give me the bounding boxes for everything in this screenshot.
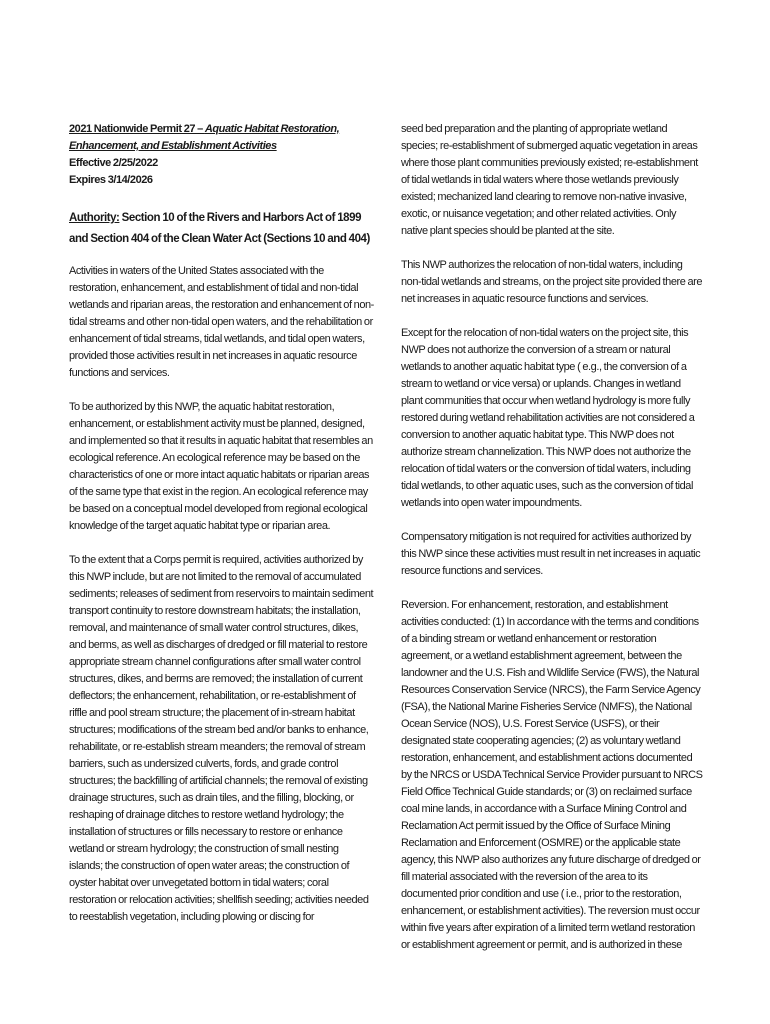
effective-date: Effective 2/25/2022 <box>69 157 158 169</box>
left-column <box>69 121 374 943</box>
right-paragraph: Compensatory mitigation is not required for activities authorized by this NWP since these activities must result in net increases in aquatic resource functions and services. <box>401 531 701 577</box>
right-paragraph: seed bed preparation and the planting of appropriate wetland species; re-establishment of submerged aquatic vegetation in areas where those plant communities previously existed; re-establishment of tidal wetlands in tidal waters where those wetlands previously existed; mechanized land clearing to remove non-native invasive, exotic, or nuisance vegetation; and other related activities. Only native plant species should be planted at the site. <box>401 123 698 237</box>
left-paragraph: To be authorized by this NWP, the aquatic habitat restoration, enhancement, or establishment activity must be planned, designed, and implemented so that it results in aquatic habitat that resembles an ecological reference. An ecological reference may be based on the characteristics of one or more intact aquatic habitats or riparian areas of the same type that exist in the region. An ecological reference may be based on a conceptual model developed from regional ecological knowledge of the target aquatic habitat type or riparian area. <box>69 401 373 532</box>
expiration-date: Expires 3/14/2026 <box>69 174 153 186</box>
permit-title <box>69 121 374 155</box>
authority-label: Authority: <box>69 212 120 224</box>
right-column <box>401 121 703 971</box>
left-paragraph: Activities in waters of the United States associated with the restoration, enhancement, and establishment of tidal and non-tidal wetlands and riparian areas, the restoration and enhancement of non-tidal streams and other non-tidal open waters, and the rehabilitation or enhancement of tidal streams, tidal wetlands, and tidal open waters, provided those activities result in net increases in aquatic resource functions and services. <box>69 265 374 379</box>
right-paragraph: Reversion. For enhancement, restoration, and establishment activities conducted: (1) In accordance with the terms and conditions of a binding stream or wetland enhancement or restoration agreement, or a wetland establishment agreement, between the landowner and the U.S. Fish and Wildlife Service (FWS), the Natural Resources Conservation Service (NRCS), the Farm Service Agency (FSA), the National Marine Fisheries Service (NMFS), the National Ocean Service (NOS), U.S. Forest Service (USFS), or their designated state cooperating agencies; (2) as voluntary wetland restoration, enhancement, and establishment actions documented by the NRCS or USDA Technical Service Provider pursuant to NRCS Field Office Technical Guide standards; or (3) on reclaimed surface coal mine lands, in accordance with a Surface Mining Control and Reclamation Act permit issued by the Office of Surface Mining Reclamation and Enforcement (OSMRE) or the applicable state agency, this NWP also authorizes any future discharge of dredged or fill material associated with the reversion of the area to its documented prior condition and use ( i.e., prior to the restoration, enhancement, or establishment activities). The reversion must occur within five years after expiration of a limited term wetland restoration or establishment agreement or permit, and is authorized in these <box>401 599 703 951</box>
right-paragraph: This NWP authorizes the relocation of non-tidal waters, including non-tidal wetlands and streams, on the project site provided there are net increases in aquatic resource functions and services. <box>401 259 703 305</box>
authority-text: Section 10 of the Rivers and Harbors Act of 1899 and Section 404 of the Clean Water Act (Sections 10 and 404) <box>69 212 370 245</box>
authority-statement <box>69 208 374 250</box>
permit-title-italic: Aquatic Habitat Restoration, Enhancement, and Establishment Activities <box>69 123 340 152</box>
right-paragraph: Except for the relocation of non-tidal waters on the project site, this NWP does not authorize the conversion of a stream or natural wetlands to another aquatic habitat type ( e.g., the conversion of a stream to wetland or vice versa) or uplands. Changes in wetland plant communities that occur when wetland hydrology is more fully restored during wetland rehabilitation activities are not considered a conversion to another aquatic habitat type. This NWP does not authorize stream channelization. This NWP does not authorize the relocation of tidal waters or the conversion of tidal waters, including tidal wetlands, to other aquatic uses, such as the conversion of tidal wetlands into open water impoundments. <box>401 327 695 509</box>
permit-title-prefix: 2021 Nationwide Permit 27 – <box>69 123 205 135</box>
left-paragraph: To the extent that a Corps permit is required, activities authorized by this NWP include, but are not limited to the removal of accumulated sediments; releases of sediment from reservoirs to maintain sediment transport continuity to restore downstream habitats; the installation, removal, and maintenance of small water control structures, dikes, and berms, as well as discharges of dredged or fill material to restore appropriate stream channel configurations after small water control structures, dikes, and berms are removed; the installation of current deflectors; the enhancement, rehabilitation, or re-establishment of riffle and pool stream structure; the placement of in-stream habitat structures; modifications of the stream bed and/or banks to enhance, rehabilitate, or re-establish stream meanders; the removal of stream barriers, such as undersized culverts, fords, and grade control structures; the backfilling of artificial channels; the removal of existing drainage structures, such as drain tiles, and the filling, blocking, or reshaping of drainage ditches to restore wetland hydrology; the installation of structures or fills necessary to restore or enhance wetland or stream hydrology; the construction of small nesting islands; the construction of open water areas; the construction of oyster habitat over unvegetated bottom in tidal waters; coral restoration or relocation activities; shellfish seeding; activities needed to reestablish vegetation, including plowing or discing for <box>69 554 374 923</box>
